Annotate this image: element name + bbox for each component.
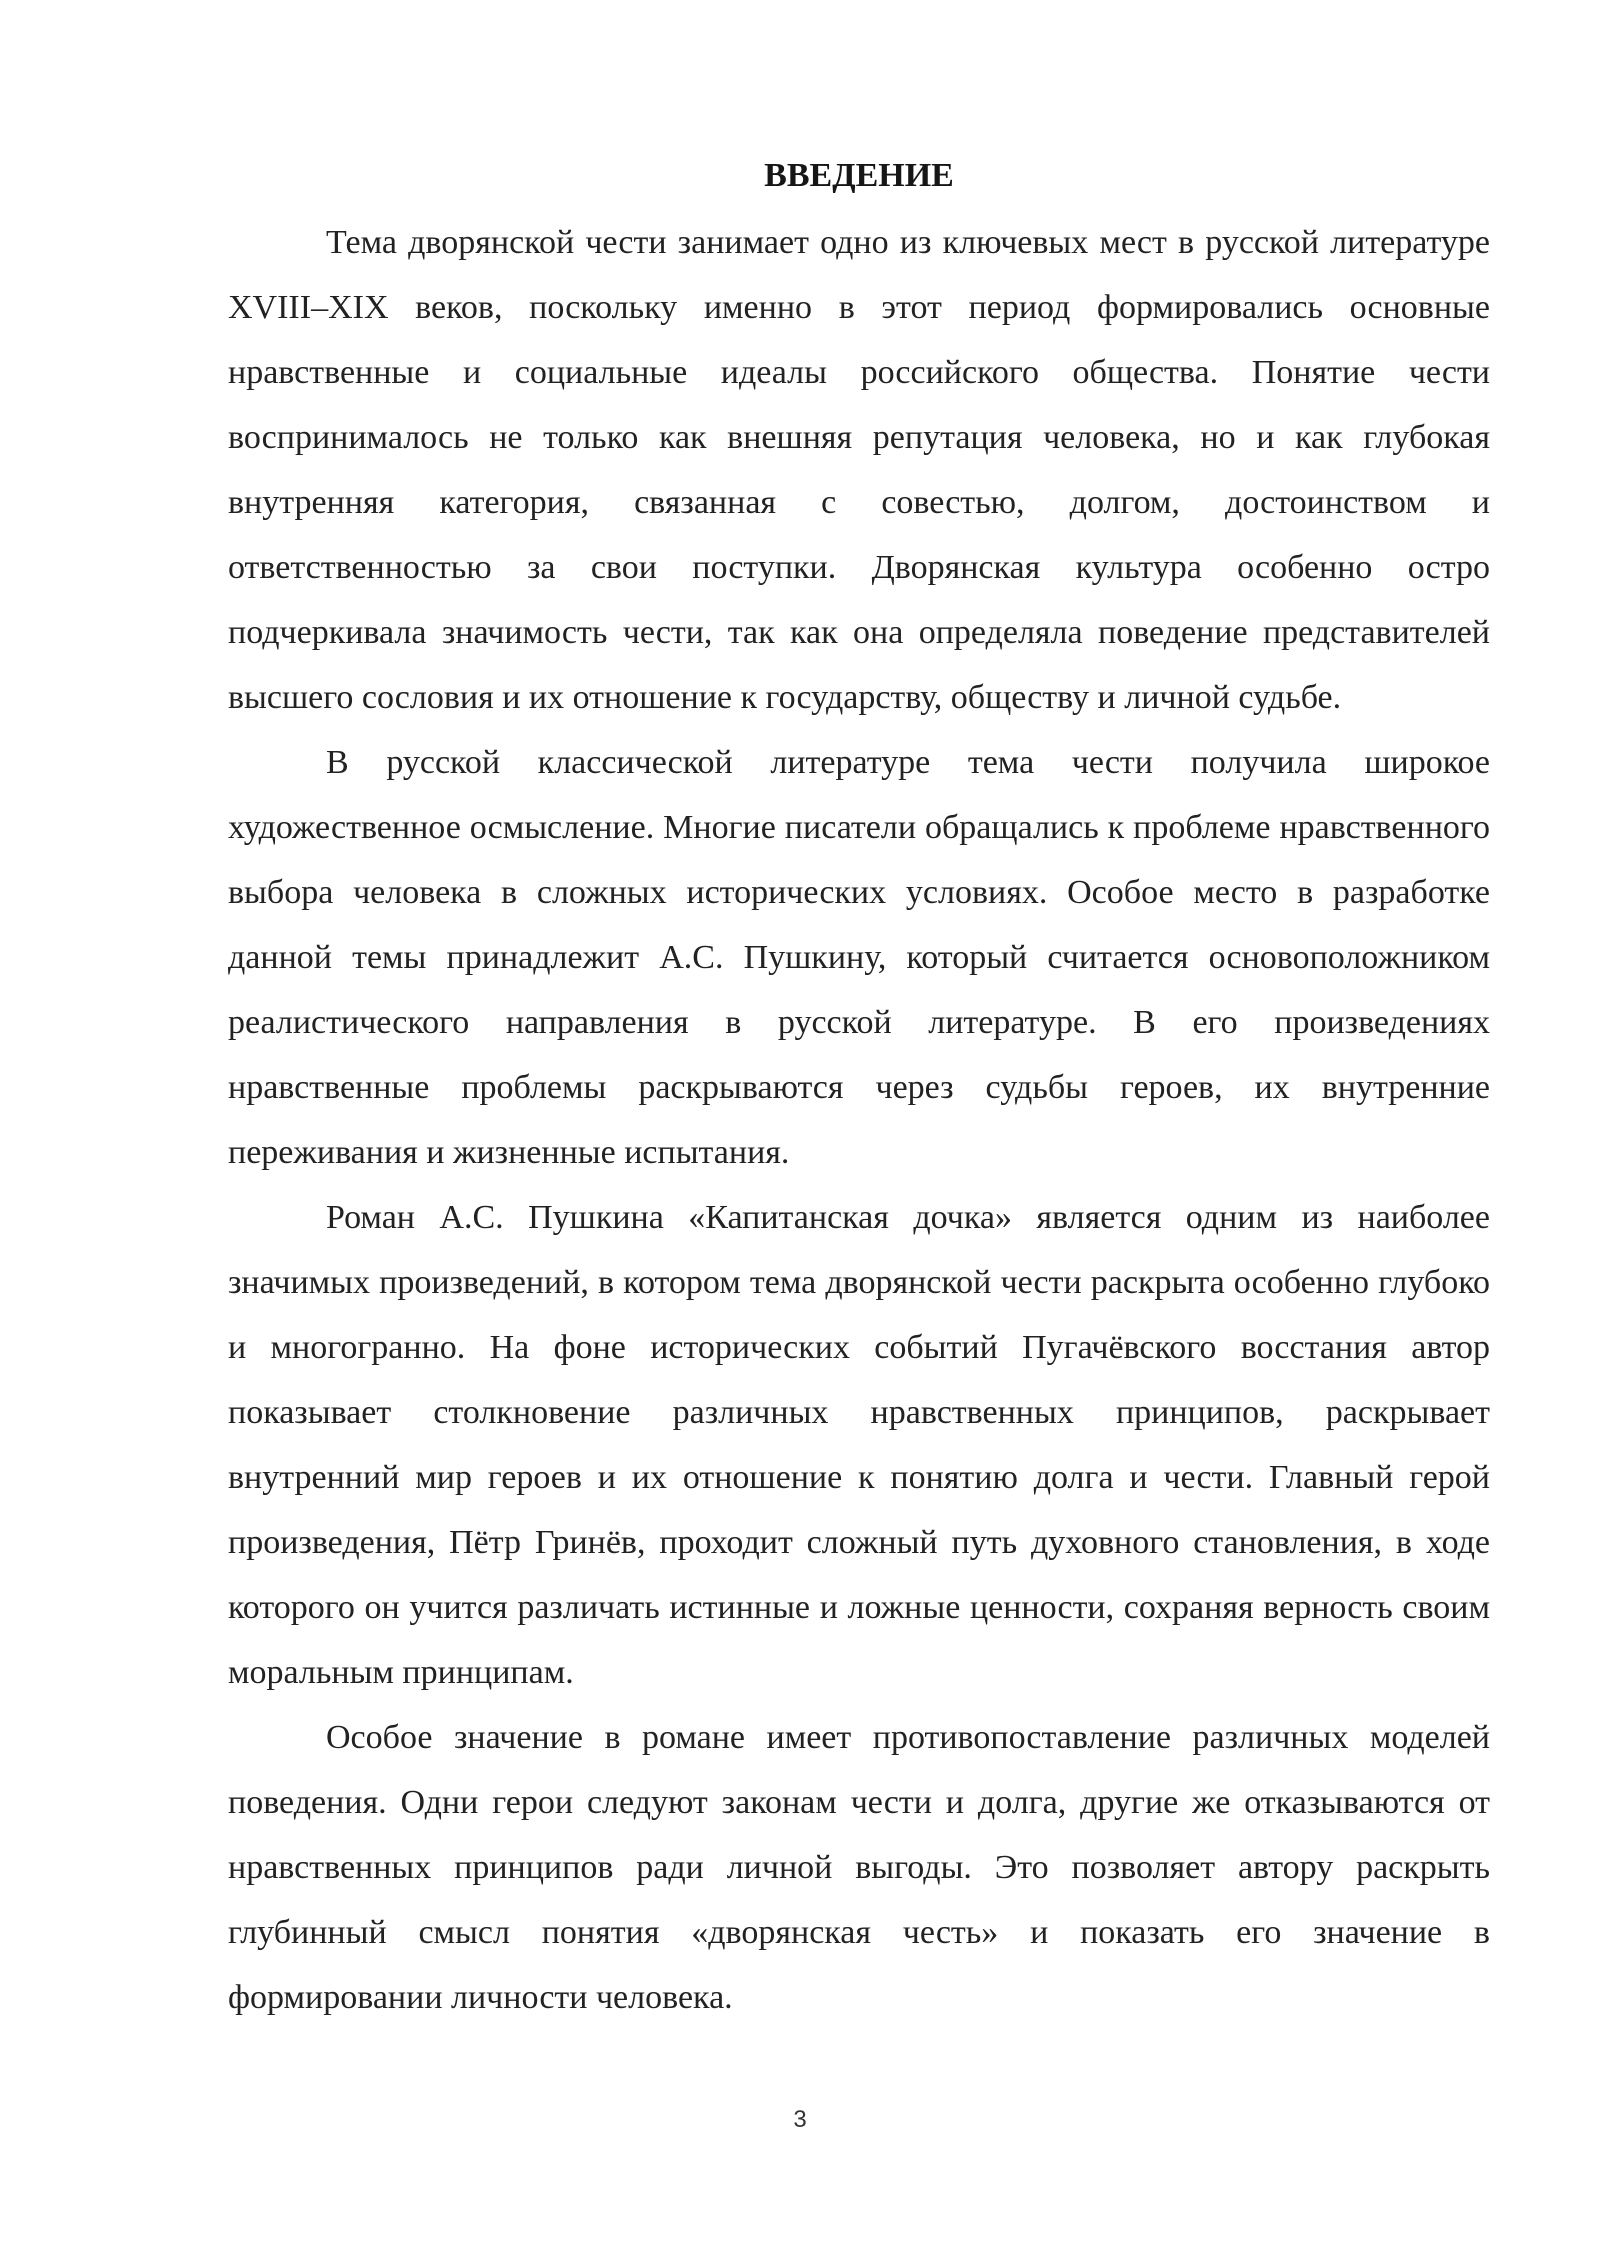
paragraph-1: Тема дворянской чести занимает одно из ключевых мест в русской литературе XVIII–XIX веков, поскольку именно в этот период формировались основные нравственные и социальные идеалы российского общества. Понятие чести воспринималось не только как внешняя репутация человека, но и как глубокая внутренняя категория, связанная с совестью, долгом, достоинством и ответственностью за свои поступки. Дворянская культура особенно остро подчеркивала значимость чести, так как она определяла поведение представителей высшего сословия и их отношение к государству, обществу и личной судьбе. <box>228 224 1490 716</box>
paragraph-4: Особое значение в романе имеет противопоставление различных моделей поведения. Одни герои следуют законам чести и долга, другие же отказываются от нравственных принципов ради личной выгоды. Это позволяет автору раскрыть глубинный смысл понятия «дворянская честь» и показать его значение в формировании личности человека. <box>228 1719 1490 2016</box>
paragraph-2: В русской классической литературе тема чести получила широкое художественное осмысление. Многие писатели обращались к проблеме нравственного выбора человека в сложных исторических условиях. Особое место в разработке данной темы принадлежит А.С. Пушкину, который считается основоположником реалистического направления в русской литературе. В его произведениях нравственные проблемы раскрываются через судьбы героев, их внутренние переживания и жизненные испытания. <box>228 744 1490 1171</box>
page-body <box>228 150 1490 2030</box>
page-number: 3 <box>793 2106 807 2133</box>
section-heading: ВВЕДЕНИЕ <box>764 157 954 194</box>
paragraph-3: Роман А.С. Пушкина «Капитанская дочка» является одним из наиболее значимых произведений, в котором тема дворянской чести раскрыта особенно глубоко и многогранно. На фоне исторических событий Пугачёвского восстания автор показывает столкновение различных нравственных принципов, раскрывает внутренний мир героев и их отношение к понятию долга и чести. Главный герой произведения, Пётр Гринёв, проходит сложный путь духовного становления, в ходе которого он учится различать истинные и ложные ценности, сохраняя верность своим моральным принципам. <box>228 1199 1490 1691</box>
